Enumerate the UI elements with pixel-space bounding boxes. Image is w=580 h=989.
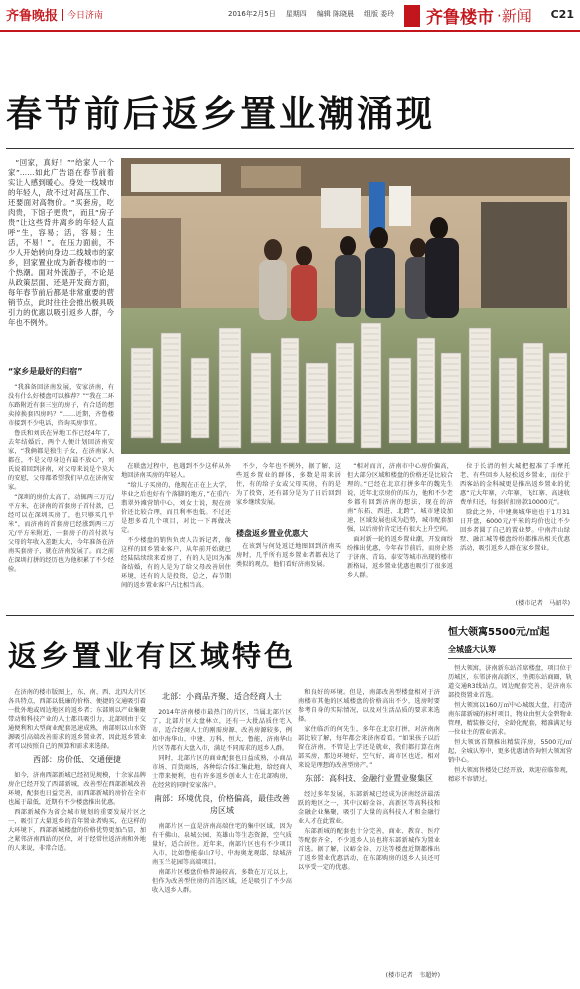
paragraph: 不少楼盘的销售负责人告诉记者，像这样的回乡置业客户，从年前开始就已经陆陆续续来看房了，有的人是因为准备结婚，有的人是为了给父母改善居住环境，还有的人是投资，总之，春节期间的返乡置业客户占比相当高。	[121, 537, 231, 589]
paragraph: “相对而言，济南市中心房价偏高，但大部分区域和楼盘的价格还是比较合理的。”已经在北京打拼多年的魏先生说，近年北京房价的压力，他和不少老乡都有回到济南的想法，现在的济南“东拓、西进、北跨”，城市建设加速，区域发展也成为趋势，城市配套加强，以后房价肯定还有很大上升空间。	[347, 463, 453, 533]
article2-headline: 返乡置业有区域特色	[8, 639, 297, 673]
article1-column-3	[236, 462, 341, 524]
article2-column-2	[152, 688, 292, 982]
model-tower	[336, 343, 354, 443]
paragraph: “给儿子买房的，他现在正在上大学，毕业之后也好有个落脚的地方，”在重汽·翡翠外滩营销中心，刘女士说，现在房价还比较合理，而且利率也低。不过还是想多看几个项目，对比一下再做决定。	[121, 482, 231, 534]
model-tower	[523, 343, 543, 443]
article2-column-1	[8, 688, 146, 982]
logo-separator	[62, 9, 63, 21]
section-divider	[6, 615, 574, 616]
issue-weekday: 星期四	[285, 10, 307, 18]
section-red-block	[404, 5, 420, 27]
article1-lead: “回家，真好！”“给家人一个家”……如此广告语在春节前着实让人感到暖心。身处一线城市的年轻人，敌不过对高压工作、还要面对高物价。“买套房，吃肉贵，下馆子更贵”，而且“房子贵”让这些背井离乡的年轻人直呼“生，容易；活，容易；生活，不易！”。在压力面前，不少人开始转向身边二线城市的家乡，回家置业成为新春楼市的一个热潮。面对外流游子，不论是从政策层面、还是开发商方面，每年春节前后都是非常重要的营销节点，此时往往会推出极具吸引力的优惠以吸引返乡人群，今年也不例外。	[8, 158, 114, 327]
model-tower	[306, 363, 328, 443]
section-subtitle: ·新闻	[497, 7, 532, 25]
paragraph: 面对新一轮的返乡置业潮，开发商纷纷推出优惠，今年春节前后，而房企基于济南、青岛、泰安等城市出现的楼市新格局，返乡置业优惠也吸引了很多返乡人群。	[347, 536, 453, 579]
article1-subhead-quote: “家乡是最好的归宿”	[8, 367, 83, 376]
editor-credit: 编辑 陈晓晨	[316, 10, 354, 18]
paragraph: “我准备回济南发展，安家济南，有没有什么好楼盘可以推荐？”“我在二环东路附近有套三室的房子，有合适的想卖掉换套四房吗？”……近期，齐鲁楼市接到不少电话，咨询买房事宜。	[8, 384, 114, 427]
article2-column-3	[298, 688, 440, 968]
paragraph: 不少，今年也不例外，据了解，这些返乡置业的群体，多数是用来居住，有的给子女或父母买房，有的是为了投资，还有部分是为了日后回到家乡继续发展。	[236, 463, 341, 506]
article1-subhead-offers: 楼盘返乡置业优惠大	[236, 529, 308, 538]
masthead	[0, 0, 580, 30]
page-number: C21	[550, 8, 574, 21]
paragraph: 如今，济南西部新城已经初见规模，十余家品牌房企已经开发了西部新城，改善型在西部新城改善环境，配套也日益完善，而西部新城的房价在全市也属于最低，近期有不少楼盘推出优惠。	[8, 772, 146, 806]
paragraph: 和良好的环境。但是，南部改善型楼盘相对于济南楼市其他的区域楼盘的价格高出不少，选房时要参考自身的实际情况，以及对生活品质的要求来选择。	[298, 689, 440, 723]
model-tower	[389, 358, 411, 443]
paragraph: 恒大领寓以160万㎡中心城级大盘，打造济南东部新城的标杆项目，物业由恒大金碧物业管理，精装修交付，全龄化配套，精准满足每一位业主的置业需求。	[448, 702, 572, 736]
article1-credit: (楼市记者 马韶萃)	[515, 600, 570, 607]
model-tower	[361, 323, 381, 448]
article1-column-4	[347, 462, 453, 608]
model-tower	[549, 353, 567, 448]
sidebar-body	[448, 664, 572, 982]
model-tower	[469, 328, 491, 448]
masthead-rule	[0, 30, 580, 32]
paragraph: 2014年济南楼市最热门的片区，当属北部片区了。北部片区大盘林立，还有一大批品质住宅入市，适合经商人士的刚需房源、改善房源较多，例如中海华山、中建、万科、恒大、鲁能，济南华山片区等都有大盘入市，满足不同需求的返乡人群。	[152, 709, 292, 752]
paragraph: 位于长清的恒大城把握准了手摩托老、有些回乡人轻松返乡置业，而位于西客站的金科城更是推出返乡置业的优惠“元大年寨，六年寨，飞红寨、高速收费单归还，每套折扣房款10000元”。	[460, 463, 570, 506]
article1-column-3b	[236, 542, 341, 608]
model-tower	[131, 348, 153, 438]
model-tower	[251, 353, 271, 443]
model-tower	[219, 328, 241, 448]
sidebar-rule	[448, 658, 572, 659]
paragraph: 南部片区一直是济南高端住宅的集中区域，因为有千佛山、泉城公园、英雄山等生态资源，空气质量好，适合居住。近年来，南部片区也有不少项目入市，比如鲁能泰山7号、中海奥龙观邸、绿城济南玉兰花园等高端项目。	[152, 823, 292, 866]
paragraph: 南部片区楼盘价格普遍较高，多数在万元以上，但作为改善型住房的首选区域，还是吸引了不少高收入返乡人群。	[152, 869, 292, 894]
article2-credit: (楼市记者 韦超婷)	[385, 972, 440, 979]
issue-date: 2016年2月5日	[228, 10, 276, 18]
subhead-west: 西部：房价低、交通便捷	[33, 755, 121, 764]
paragraph: 恒大领寓售楼处已经开放，欢迎莅临参观，精彩不容错过。	[448, 767, 572, 783]
model-tower	[499, 358, 517, 443]
paragraph: 鲁氏和刘氏在异地工作已经4年了，去年结婚后，两个人便计划回济南安家，“我俩都是独生子女，在济南家人都在，不是父母身边有最不放心”，刘氏说着回到济南，对父母来说是个莫大的安慰，父母都希望我们早点在济南安家。	[8, 430, 114, 491]
paragraph: 家住临沂的何先生，多年在北京打拼，对济南南部比较了解，每年都会来济南看看。“如果孩子以后留在济南，不管是上学还是就业，我们都打算在南部买房，那边环境好，空气好，离市区也近，相对来说是理想的改善型房产。”	[298, 726, 440, 769]
article1-column-5	[460, 462, 570, 596]
sidebar-title-text: 恒大领寓5500元/㎡起	[448, 627, 550, 638]
edition-label: 今日济南	[67, 11, 104, 21]
model-tower	[441, 353, 461, 443]
paragraph: 同时，北部片区的商业配套也日益成熟，小商品市场、百货商场，各种综合体汇集此地，给经商人士带来便利，也有许多返乡创业人士在北部购房，在经营的同时安家落户。	[152, 755, 292, 789]
paragraph: “深圳的房价太高了，动辄两三万元/平方米，在济南的首套房子首付款，已经可以在深圳买房了，也只够买几平米”，而济南的首套房已经涨到两三万元/平方米附近，一套房子的首付款与父母的年收入差距太大，今年准备在济南买套房子，就在济南发展了。而之前在深圳打拼的经历也为他积累了不少经验。	[8, 494, 114, 573]
model-tower	[161, 333, 181, 443]
subhead-north: 北部：小商品齐聚、适合经商人士	[162, 692, 282, 701]
article1-column-1	[8, 383, 114, 608]
newspaper-logo: 齐鲁晚报	[6, 9, 59, 24]
paragraph: 经过多年发展，东部新城已经成为济南经济最活跃的地区之一，其中汉峪金谷、高新区等高科技和金融企业集聚，吸引了大量的高科技人才和金融行业人才在此置业。	[298, 791, 440, 825]
subhead-south: 南部：环境优良，价格偏高，最佳改善房区域	[154, 794, 290, 815]
sidebar-subtitle: 全城盛大认筹	[448, 645, 496, 654]
paragraph: 除此之外，中建奥城华庭也于1月31日开盘，6000元/平米的均价也让不少回乡者圆了自己的置业梦。中南泮山绿墅、融汇城等楼盘纷纷都推出相关优惠活动，吸引返乡人群在家乡置业。	[460, 509, 570, 552]
headline-rule	[6, 148, 574, 149]
photo-illustration	[121, 158, 570, 454]
masthead-left	[6, 5, 103, 24]
paragraph: 在该到与何处返迁地图回到济南买房时，几乎所有返乡置业者都表达了类似的观点，他们看好济南发展。	[236, 543, 341, 568]
section-banner	[404, 3, 532, 28]
design-credit: 组版 委玲	[363, 10, 395, 18]
section-title: 齐鲁楼市	[426, 8, 494, 28]
paragraph: 恒大领寓，济南新东站首席楼盘，项目位于历城区，东邻济南高新区，坐拥东站商圈，轨道交通R3线站点，周边配套完善，是济南东部投资置业首选。	[448, 665, 572, 699]
sidebar-title	[448, 623, 549, 638]
article1-headline: 春节前后返乡置业潮涌现	[6, 94, 436, 135]
paragraph: 在济南的楼市版图上，东、南、西、北四大片区各具特点，西部以低廉的价格、便捷的交通吸引着一批外地或周边地区的返乡者；东部则以产业集聚带动和科技产业的人士都具吸引力，北部则由于交通便利和大型商业配套迅速成熟，南部则以山水资源吸引高端改善需求的返乡置业者，因此返乡置业者可以按照自己的预算和需求来选择。	[8, 689, 146, 750]
paragraph: 在联盘过程中，也遇到不少这样从外地回济南买房的年轻人。	[121, 463, 231, 479]
article1-column-2	[121, 462, 231, 608]
paragraph: 东部新城的配套也十分完善，商业、教育、医疗等配套齐全，不少返乡人员也将东部新城作为置业首选。据了解，汉峪金谷、万达等楼盘近期都推出了返乡置业优惠活动，在东部购房的返乡人员还可以享受一定的优惠。	[298, 828, 440, 871]
news-photo	[121, 158, 570, 454]
model-tower	[191, 358, 209, 438]
paragraph: 西部新城作为省会城市规划的重要发展片区之一，吸引了大量返乡的青年置业者购买，在这样的大环境下，西部新城楼盘的价格优势更加凸显，加之紧邻济南西站的区位，对于经常往返济南和外地的人来说，非常合适。	[8, 809, 146, 852]
masthead-meta	[228, 9, 394, 19]
subhead-east: 东部：高科技、金融行业置业聚集区	[305, 774, 433, 783]
paragraph: 恒大领寓首期推出精装洋房，5500元/㎡起，全城认筹中，更多优惠请咨询恒大领寓营销中心。	[448, 739, 572, 764]
